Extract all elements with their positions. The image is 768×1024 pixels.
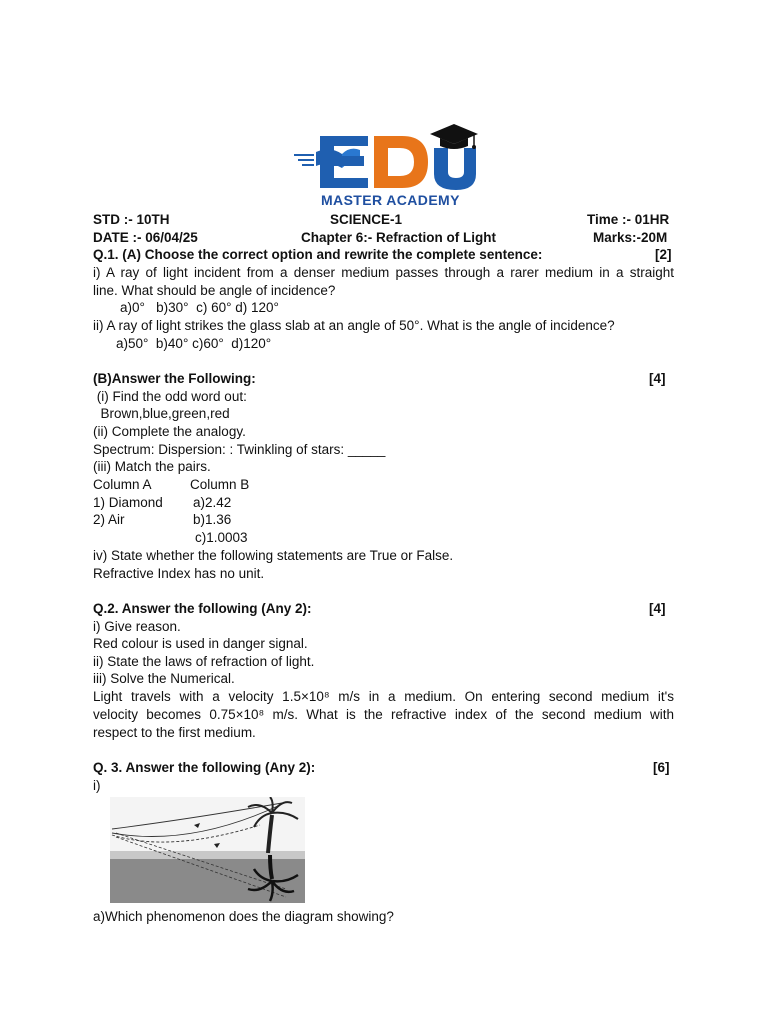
pair1-a: 1) Diamond — [93, 495, 163, 510]
pair1-b: a)2.42 — [193, 495, 232, 510]
numerical-question: iii) Solve the Numerical. — [93, 671, 235, 686]
odd-word-question: (i) Find the odd word out: — [93, 389, 247, 404]
laws-question: ii) State the laws of refraction of light. — [93, 654, 315, 669]
mirage-diagram — [110, 797, 305, 903]
analogy-text: Spectrum: Dispersion: : Twinkling of stars: _____ — [93, 442, 386, 457]
time-label: Time :- 01HR — [587, 212, 670, 227]
q1-marks: [2] — [655, 247, 672, 262]
numerical-line1: Light travels with a velocity 1.5×10⁸ m/s in a medium. On entering second medium it's — [93, 689, 674, 704]
q3-item-i: i) — [93, 778, 101, 793]
odd-word-list: Brown,blue,green,red — [93, 406, 230, 421]
column-a-header: Column A — [93, 477, 152, 492]
pair3-b: c)1.0003 — [195, 530, 248, 545]
pair2-b: b)1.36 — [193, 512, 232, 527]
q1b-heading: (B)Answer the Following: — [93, 371, 256, 386]
std-label: STD :- 10TH — [93, 212, 170, 227]
q2-heading: Q.2. Answer the following (Any 2): — [93, 601, 312, 616]
give-reason-statement: Red colour is used in danger signal. — [93, 636, 308, 651]
give-reason-question: i) Give reason. — [93, 619, 181, 634]
analogy-question: (ii) Complete the analogy. — [93, 424, 246, 439]
chapter-label: Chapter 6:- Refraction of Light — [301, 230, 496, 245]
q2-marks: [4] — [649, 601, 666, 616]
pair2-a: 2) Air — [93, 512, 125, 527]
column-b-header: Column B — [190, 477, 250, 492]
q1-i-line2: line. What should be angle of incidence? — [93, 283, 336, 298]
q3-marks: [6] — [653, 760, 670, 775]
q1-ii-line: ii) A ray of light strikes the glass slab at an angle of 50°. What is the angle of incidence? — [93, 318, 615, 333]
q1-heading: Q.1. (A) Choose the correct option and rewrite the complete sentence: — [93, 247, 543, 262]
logo-subtitle: MASTER ACADEMY — [321, 192, 460, 208]
true-false-question: iv) State whether the following statements are True or False. — [93, 548, 454, 563]
q1b-marks: [4] — [649, 371, 666, 386]
numerical-line3: respect to the first medium. — [93, 725, 256, 740]
true-false-statement: Refractive Index has no unit. — [93, 566, 265, 581]
graduation-cap-icon — [430, 124, 478, 149]
q1-i-line1: i) A ray of light incident from a denser medium passes through a rarer medium in a straight — [93, 265, 674, 280]
q3-heading: Q. 3. Answer the following (Any 2): — [93, 760, 316, 775]
date-label: DATE :- 06/04/25 — [93, 230, 198, 245]
q3-question-a: a)Which phenomenon does the diagram showing? — [93, 909, 394, 924]
q1-ii-options: a)50° b)40° c)60° d)120° — [116, 336, 272, 351]
numerical-line2: velocity becomes 0.75×10⁸ m/s. What is the refractive index of the second medium with — [93, 707, 674, 722]
marks-label: Marks:-20M — [593, 230, 668, 245]
q1-i-options: a)0° b)30° c) 60° d) 120° — [120, 300, 279, 315]
match-question: (iii) Match the pairs. — [93, 459, 211, 474]
subject-label: SCIENCE-1 — [330, 212, 403, 227]
